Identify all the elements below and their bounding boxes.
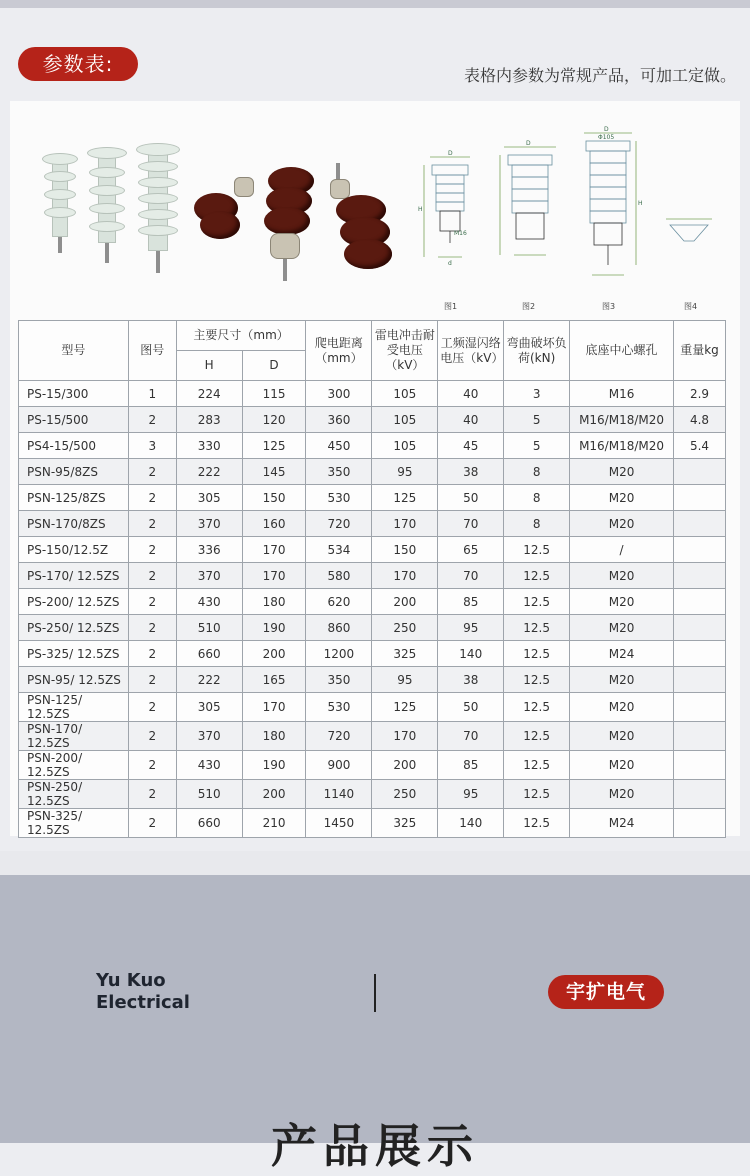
table-cell: 12.5: [504, 667, 570, 693]
table-cell: 3: [128, 433, 176, 459]
table-cell: 40: [438, 407, 504, 433]
table-cell: 65: [438, 537, 504, 563]
table-cell: 580: [306, 563, 372, 589]
table-cell: PS-15/300: [19, 381, 129, 407]
brown-insulator-1: [190, 171, 260, 271]
table-cell: 370: [176, 722, 242, 751]
table-cell: 40: [438, 381, 504, 407]
table-cell: 180: [242, 722, 306, 751]
col-main-dims: 主要尺寸（mm）: [176, 321, 306, 351]
divider-band: [0, 851, 750, 875]
table-cell: 5: [504, 407, 570, 433]
table-cell: PS-15/500: [19, 407, 129, 433]
brown-insulator-3: [326, 163, 400, 291]
table-cell: 720: [306, 511, 372, 537]
table-cell: 2: [128, 751, 176, 780]
table-cell: 330: [176, 433, 242, 459]
table-row: [19, 511, 726, 537]
table-cell: 95: [438, 615, 504, 641]
table-cell: 12.5: [504, 641, 570, 667]
table-cell: 534: [306, 537, 372, 563]
fig1-dim-M: M16: [454, 230, 467, 237]
table-row: [19, 563, 726, 589]
table-cell: PS-200/ 12.5ZS: [19, 589, 129, 615]
table-cell: [674, 459, 726, 485]
table-cell: 150: [242, 485, 306, 511]
table-cell: M20: [570, 485, 674, 511]
table-cell: 12.5: [504, 809, 570, 838]
table-cell: M16/M18/M20: [570, 433, 674, 459]
table-cell: 170: [242, 693, 306, 722]
table-cell: 430: [176, 751, 242, 780]
params-table: [18, 320, 726, 838]
fig2-dim-D: D: [526, 140, 531, 147]
table-cell: 140: [438, 809, 504, 838]
fig3-dim-H: H: [638, 200, 643, 207]
table-cell: [674, 693, 726, 722]
table-cell: 12.5: [504, 563, 570, 589]
table-cell: 900: [306, 751, 372, 780]
table-cell: 145: [242, 459, 306, 485]
table-row: [19, 667, 726, 693]
table-cell: 210: [242, 809, 306, 838]
fig3-dim-D: D: [604, 126, 609, 133]
table-cell: 300: [306, 381, 372, 407]
table-cell: 12.5: [504, 693, 570, 722]
table-row: [19, 459, 726, 485]
table-cell: 2: [128, 667, 176, 693]
table-cell: 70: [438, 511, 504, 537]
table-cell: 305: [176, 485, 242, 511]
table-cell: [674, 511, 726, 537]
table-row: [19, 433, 726, 459]
table-cell: 2: [128, 537, 176, 563]
table-cell: 325: [372, 809, 438, 838]
table-cell: 12.5: [504, 722, 570, 751]
fig1-label: 图1: [444, 302, 458, 311]
table-cell: 660: [176, 641, 242, 667]
table-cell: 2.9: [674, 381, 726, 407]
table-cell: 283: [176, 407, 242, 433]
white-insulator-small: [40, 149, 80, 269]
table-cell: 660: [176, 809, 242, 838]
table-cell: 170: [372, 563, 438, 589]
table-cell: 50: [438, 485, 504, 511]
col-lightning: 雷电冲击耐受电压（kV）: [372, 321, 438, 381]
table-cell: 510: [176, 615, 242, 641]
table-cell: M16/M18/M20: [570, 407, 674, 433]
table-cell: 2: [128, 615, 176, 641]
table-cell: [674, 722, 726, 751]
company-name-en-line2: Electrical: [96, 992, 190, 1013]
table-cell: [674, 780, 726, 809]
params-badge: 参数表:: [18, 47, 138, 81]
table-cell: 720: [306, 722, 372, 751]
table-cell: 2: [128, 563, 176, 589]
table-cell: 305: [176, 693, 242, 722]
table-cell: 38: [438, 459, 504, 485]
fig1-dim-d: d: [448, 260, 452, 267]
table-cell: 12.5: [504, 589, 570, 615]
table-cell: 45: [438, 433, 504, 459]
table-row: [19, 751, 726, 780]
table-cell: 8: [504, 511, 570, 537]
table-cell: PSN-200/ 12.5ZS: [19, 751, 129, 780]
table-cell: 2: [128, 485, 176, 511]
fig3-label: 图3: [602, 302, 616, 311]
table-cell: 250: [372, 780, 438, 809]
white-insulator-large: [134, 141, 182, 281]
table-cell: PS-170/ 12.5ZS: [19, 563, 129, 589]
drawing-figures: [408, 125, 728, 315]
table-cell: M20: [570, 563, 674, 589]
table-cell: 125: [372, 485, 438, 511]
table-cell: 150: [372, 537, 438, 563]
table-cell: 115: [242, 381, 306, 407]
table-row: [19, 381, 726, 407]
table-cell: 2: [128, 589, 176, 615]
table-cell: [674, 537, 726, 563]
table-row: [19, 641, 726, 667]
fig4-label: 图4: [684, 302, 698, 311]
product-showcase-title: 产品展示: [271, 1119, 479, 1173]
technical-drawings: [408, 125, 728, 315]
white-insulator-medium: [85, 145, 129, 275]
col-bending: 弯曲破坏负荷(kN): [504, 321, 570, 381]
params-note: 表格内参数为常规产品，可加工定做。: [463, 66, 736, 85]
table-cell: 105: [372, 433, 438, 459]
table-cell: 165: [242, 667, 306, 693]
table-cell: 200: [372, 751, 438, 780]
table-cell: PSN-125/ 12.5ZS: [19, 693, 129, 722]
col-weight: 重量kg: [674, 321, 726, 381]
col-H: H: [176, 351, 242, 381]
table-cell: [674, 589, 726, 615]
table-cell: 105: [372, 407, 438, 433]
table-cell: [674, 667, 726, 693]
company-name-en-line1: Yu Kuo: [96, 970, 166, 991]
table-cell: 170: [372, 722, 438, 751]
table-cell: 370: [176, 511, 242, 537]
footer-divider: [374, 974, 376, 1012]
table-cell: 224: [176, 381, 242, 407]
table-cell: 2: [128, 780, 176, 809]
table-cell: M20: [570, 667, 674, 693]
table-cell: 4.8: [674, 407, 726, 433]
table-cell: M20: [570, 780, 674, 809]
col-D: D: [242, 351, 306, 381]
table-cell: PSN-125/8ZS: [19, 485, 129, 511]
table-row: [19, 615, 726, 641]
table-cell: 170: [242, 537, 306, 563]
table-cell: 2: [128, 809, 176, 838]
table-cell: 180: [242, 589, 306, 615]
table-row: [19, 485, 726, 511]
table-cell: 370: [176, 563, 242, 589]
fig2-label: 图2: [522, 302, 536, 311]
table-cell: 5.4: [674, 433, 726, 459]
table-row: [19, 780, 726, 809]
table-cell: M24: [570, 809, 674, 838]
table-cell: PSN-170/ 12.5ZS: [19, 722, 129, 751]
col-creepage: 爬电距离（mm）: [306, 321, 372, 381]
table-row: [19, 537, 726, 563]
table-cell: 170: [372, 511, 438, 537]
table-cell: 12.5: [504, 537, 570, 563]
table-cell: 50: [438, 693, 504, 722]
table-cell: 222: [176, 667, 242, 693]
table-cell: 530: [306, 485, 372, 511]
table-cell: M20: [570, 511, 674, 537]
table-cell: 1: [128, 381, 176, 407]
table-cell: 1450: [306, 809, 372, 838]
table-cell: PS4-15/500: [19, 433, 129, 459]
table-cell: 140: [438, 641, 504, 667]
footer-banner: [0, 875, 750, 1173]
table-cell: [674, 485, 726, 511]
table-cell: [674, 641, 726, 667]
table-cell: 530: [306, 693, 372, 722]
table-cell: 95: [372, 667, 438, 693]
top-strip: [0, 0, 750, 8]
table-cell: [674, 809, 726, 838]
table-cell: PS-250/ 12.5ZS: [19, 615, 129, 641]
table-cell: PSN-325/ 12.5ZS: [19, 809, 129, 838]
table-cell: 325: [372, 641, 438, 667]
table-cell: M24: [570, 641, 674, 667]
table-cell: 125: [372, 693, 438, 722]
col-model: 型号: [19, 321, 129, 381]
table-cell: 170: [242, 563, 306, 589]
table-cell: 450: [306, 433, 372, 459]
table-cell: 2: [128, 407, 176, 433]
table-cell: 2: [128, 722, 176, 751]
table-cell: 620: [306, 589, 372, 615]
table-cell: 190: [242, 615, 306, 641]
table-cell: 2: [128, 641, 176, 667]
table-cell: 3: [504, 381, 570, 407]
table-cell: 85: [438, 751, 504, 780]
table-cell: 2: [128, 511, 176, 537]
table-cell: PSN-95/ 12.5ZS: [19, 667, 129, 693]
table-cell: M20: [570, 459, 674, 485]
table-cell: [674, 751, 726, 780]
table-cell: 200: [242, 641, 306, 667]
table-row: [19, 722, 726, 751]
table-cell: 336: [176, 537, 242, 563]
table-cell: 1200: [306, 641, 372, 667]
table-cell: 1140: [306, 780, 372, 809]
params-card: [10, 101, 740, 836]
company-name-cn-badge: 宇扩电气: [548, 975, 664, 1009]
table-cell: 510: [176, 780, 242, 809]
col-fig: 图号: [128, 321, 176, 381]
table-cell: 350: [306, 667, 372, 693]
table-cell: 2: [128, 459, 176, 485]
table-cell: PSN-95/8ZS: [19, 459, 129, 485]
table-cell: 12.5: [504, 751, 570, 780]
table-cell: M20: [570, 722, 674, 751]
fig3-dim-phi: Φ105: [598, 134, 615, 141]
table-cell: 200: [242, 780, 306, 809]
table-cell: [674, 615, 726, 641]
table-row: [19, 407, 726, 433]
table-cell: 430: [176, 589, 242, 615]
table-cell: M20: [570, 751, 674, 780]
table-cell: PSN-170/8ZS: [19, 511, 129, 537]
table-row: [19, 589, 726, 615]
table-cell: M16: [570, 381, 674, 407]
table-cell: 350: [306, 459, 372, 485]
table-cell: 160: [242, 511, 306, 537]
table-cell: 8: [504, 485, 570, 511]
table-cell: 38: [438, 667, 504, 693]
table-cell: 105: [372, 381, 438, 407]
fig1-dim-H: H: [418, 206, 423, 213]
brown-insulator-2: [258, 161, 328, 291]
table-cell: [674, 563, 726, 589]
table-cell: 200: [372, 589, 438, 615]
table-cell: M20: [570, 693, 674, 722]
table-cell: 125: [242, 433, 306, 459]
table-cell: 360: [306, 407, 372, 433]
table-row: [19, 809, 726, 838]
table-cell: 12.5: [504, 615, 570, 641]
fig1-dim-D: D: [448, 150, 453, 157]
table-cell: 190: [242, 751, 306, 780]
table-cell: 70: [438, 722, 504, 751]
table-cell: 95: [372, 459, 438, 485]
table-cell: 2: [128, 693, 176, 722]
table-row: [19, 693, 726, 722]
table-cell: 250: [372, 615, 438, 641]
table-cell: 85: [438, 589, 504, 615]
company-name-en: [96, 970, 190, 1014]
table-cell: PS-325/ 12.5ZS: [19, 641, 129, 667]
table-cell: 12.5: [504, 780, 570, 809]
product-photos: [30, 141, 400, 291]
col-wet-flashover: 工频湿闪络电压（kV）: [438, 321, 504, 381]
table-cell: 5: [504, 433, 570, 459]
table-cell: PS-150/12.5Z: [19, 537, 129, 563]
table-cell: M20: [570, 589, 674, 615]
table-cell: 95: [438, 780, 504, 809]
table-cell: M20: [570, 615, 674, 641]
table-cell: 8: [504, 459, 570, 485]
table-cell: /: [570, 537, 674, 563]
col-base-hole: 底座中心螺孔: [570, 321, 674, 381]
table-cell: PSN-250/ 12.5ZS: [19, 780, 129, 809]
table-cell: 120: [242, 407, 306, 433]
table-cell: 70: [438, 563, 504, 589]
table-cell: 222: [176, 459, 242, 485]
table-cell: 860: [306, 615, 372, 641]
